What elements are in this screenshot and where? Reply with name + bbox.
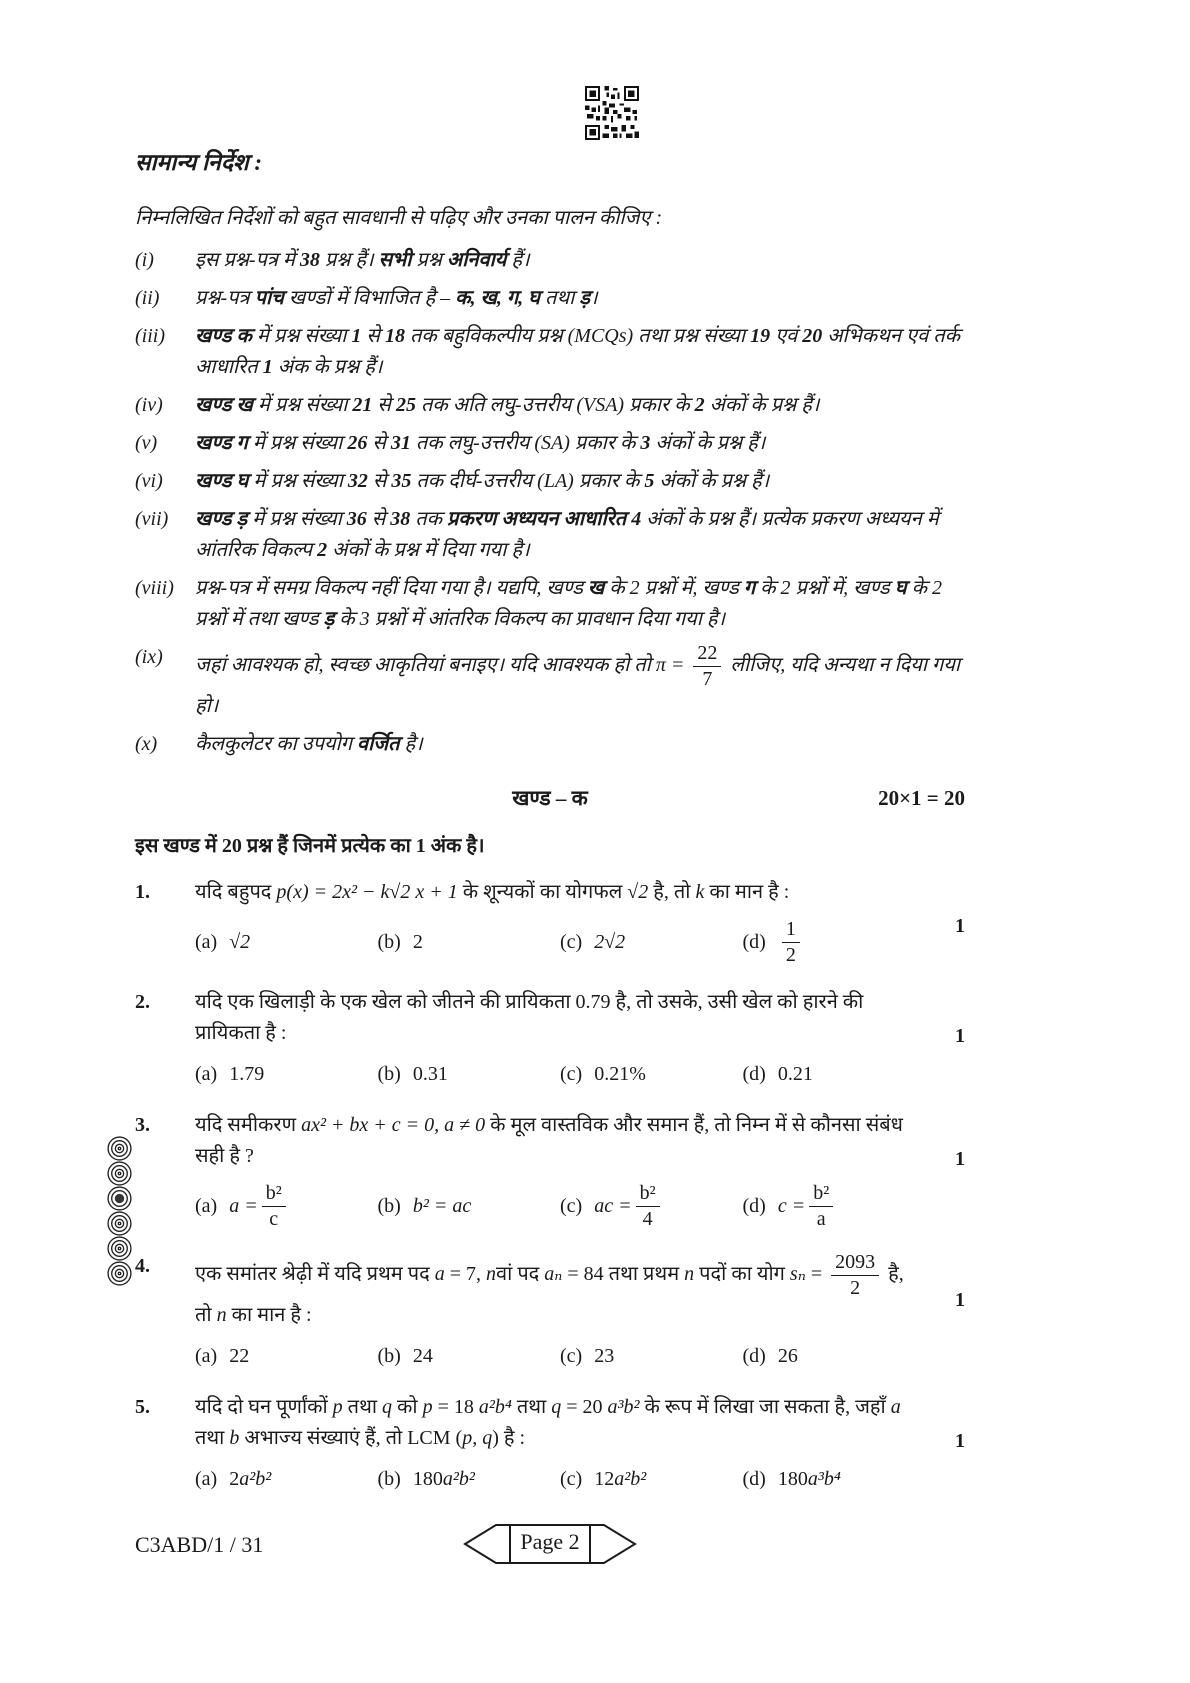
- option-value: a = $\frac{\text{b²}}{c}$: [229, 1182, 290, 1231]
- general-instructions-title: सामान्य निर्देश :: [135, 150, 263, 175]
- spiral-icon-filled: [106, 1185, 133, 1212]
- question-item: [135, 1110, 965, 1231]
- option-value: 2√2: [594, 931, 626, 954]
- option-label: (a): [195, 931, 218, 954]
- option-value: 2: [412, 931, 423, 954]
- option-label: (c): [560, 1195, 583, 1218]
- page-number-badge: [462, 1521, 638, 1567]
- instruction-label: (v): [135, 432, 158, 454]
- option-label: (c): [560, 1468, 583, 1491]
- option-value: 180 a³b⁴: [777, 1468, 841, 1491]
- instruction-label: (x): [135, 733, 158, 755]
- option-item: [195, 1464, 378, 1495]
- spiral-icon: [106, 1160, 133, 1187]
- instruction-label: (i): [135, 249, 154, 271]
- option-item: [378, 1341, 561, 1372]
- instruction-text: कैलकुलेटर का उपयोग वर्जित है।: [195, 733, 423, 755]
- question-number: 1.: [135, 881, 150, 904]
- option-label: (b): [377, 1468, 401, 1491]
- option-label: (b): [377, 1345, 401, 1368]
- option-value: 24: [412, 1345, 433, 1368]
- instruction-text: खण्ड ड़ में प्रश्न संख्या 36 से 38 तक प्रकरण अध्ययन आधारित 4 अंकों के प्रश्न हैं। प्रत्येक प्रकरण अध्ययन में आंतरिक विकल्प 2 अंकों के प्रश्न में दिया गया है।: [195, 508, 939, 561]
- instruction-item: [135, 390, 965, 421]
- page-footer: [135, 1521, 965, 1571]
- instruction-label: (vi): [135, 470, 163, 492]
- instruction-item: [135, 283, 965, 314]
- option-label: (c): [560, 931, 583, 954]
- spiral-icon: [106, 1210, 133, 1237]
- option-item: [743, 1464, 926, 1495]
- question-statement: यदि एक खिलाड़ी के एक खेल को जीतने की प्रायिकता 0.79 है, तो उसके, उसी खेल को हारने की प्रायिकता है :: [195, 991, 864, 1045]
- option-value: 22: [229, 1345, 250, 1368]
- question-body: [195, 1251, 937, 1372]
- instruction-item: [135, 642, 965, 722]
- option-value: 180 a²b²: [412, 1468, 475, 1491]
- option-item: [378, 1464, 561, 1495]
- section-header: [135, 784, 965, 813]
- general-instructions-intro: निम्नलिखित निर्देशों को बहुत सावधानी से पढ़िए और उनका पालन कीजिए :: [135, 207, 663, 229]
- instruction-text: खण्ड ख में प्रश्न संख्या 21 से 25 तक अति लघु-उत्तरीय (VSA) प्रकार के 2 अंकों के प्रश्न हैं।: [195, 394, 820, 416]
- instruction-text: खण्ड घ में प्रश्न संख्या 32 से 35 तक दीर्घ-उत्तरीय (LA) प्रकार के 5 अंकों के प्रश्न हैं।: [195, 470, 770, 492]
- option-item: [378, 1191, 561, 1222]
- option-item: [195, 927, 378, 958]
- question-statement: यदि दो घन पूर्णांकों p तथा q को p = 18 a²b⁴ तथा q = 20 a³b² के रूप में लिखा जा सकता है, जहाँ a तथा b अभाज्य संख्याएं हैं, तो LCM (p, q) है :: [195, 1396, 901, 1450]
- option-item: [195, 1341, 378, 1372]
- instruction-text: इस प्रश्न-पत्र में 38 प्रश्न हैं। सभी प्रश्न अनिवार्य हैं।: [195, 249, 530, 271]
- instruction-item: [135, 466, 965, 497]
- option-value: $\frac{1}{2}$: [778, 918, 804, 967]
- question-item: [135, 987, 965, 1090]
- option-label: (d): [742, 1063, 766, 1086]
- instruction-item: [135, 321, 965, 383]
- option-value: 26: [777, 1345, 798, 1368]
- instruction-label: (viii): [135, 577, 174, 599]
- instruction-text: प्रश्न-पत्र पांच खण्डों में विभाजित है – क, ख, ग, घ तथा ड़।: [195, 287, 598, 309]
- paper-code: C3ABD/1 / 31: [135, 1532, 264, 1558]
- question-item: [135, 877, 965, 967]
- instruction-item: [135, 729, 965, 760]
- question-marks: 1: [955, 1025, 965, 1048]
- option-item: [743, 1059, 926, 1090]
- question-marks: 1: [955, 1148, 965, 1171]
- instruction-label: (ix): [135, 646, 163, 668]
- option-label: (c): [560, 1063, 583, 1086]
- option-label: (d): [742, 1195, 766, 1218]
- question-body: [195, 1110, 937, 1231]
- question-body: [195, 1392, 937, 1495]
- option-label: (c): [560, 1345, 583, 1368]
- question-options: [195, 1182, 925, 1231]
- option-value: 1.79: [229, 1063, 265, 1086]
- option-value: 23: [594, 1345, 615, 1368]
- option-item: [743, 1182, 926, 1231]
- option-label: (b): [377, 931, 401, 954]
- instruction-item: [135, 428, 965, 459]
- section-title: खण्ड – क: [512, 786, 588, 810]
- option-value: 0.31: [412, 1063, 448, 1086]
- option-label: (a): [195, 1468, 218, 1491]
- section-note: इस खण्ड में 20 प्रश्न हैं जिनमें प्रत्येक का 1 अंक है।: [135, 835, 485, 858]
- option-value: √2: [229, 931, 251, 954]
- option-item: [560, 1341, 743, 1372]
- option-item: [195, 1059, 378, 1090]
- instruction-label: (ii): [135, 287, 160, 309]
- option-value: 12 a²b²: [594, 1468, 647, 1491]
- option-label: (d): [742, 1345, 766, 1368]
- option-label: (a): [195, 1345, 218, 1368]
- option-value: 2 a²b²: [229, 1468, 272, 1491]
- option-item: [560, 1464, 743, 1495]
- option-item: [560, 927, 743, 958]
- instruction-text: जहां आवश्यक हो, स्वच्छ आकृतियां बनाइए। यदि आवश्यक हो तो π = $\frac{22}{7}$ लीजिए, यदि अन्यथा न दिया गया हो।: [195, 642, 961, 717]
- option-value: 0.21: [777, 1063, 813, 1086]
- option-item: [195, 1182, 378, 1231]
- option-item: [378, 1059, 561, 1090]
- question-options: [195, 1464, 925, 1495]
- question-number: 2.: [135, 991, 150, 1014]
- question-options: [195, 918, 925, 967]
- option-label: (d): [742, 1468, 766, 1491]
- option-value: c = $\frac{\text{b²}}{a}$: [778, 1182, 837, 1231]
- question-number: 3.: [135, 1114, 150, 1137]
- instruction-item: [135, 245, 965, 276]
- section-marks-scheme: 20×1 = 20: [878, 786, 965, 810]
- page-content: [135, 145, 965, 1571]
- question-item: [135, 1392, 965, 1495]
- option-item: [560, 1059, 743, 1090]
- question-statement: एक समांतर श्रेढ़ी में यदि प्रथम पद a = 7, nवां पद aₙ = 84 तथा प्रथम n पदों का योग sₙ = $\frac{2093}{2}$ है, तो n का मान है :: [195, 1251, 904, 1327]
- question-statement: यदि समीकरण ax² + bx + c = 0, a ≠ 0 के मूल वास्तविक और समान हैं, तो निम्न में से कौनसा संबंध सही है ?: [195, 1114, 903, 1168]
- option-item: [743, 1341, 926, 1372]
- option-item: [560, 1182, 743, 1231]
- option-label: (a): [195, 1063, 218, 1086]
- instruction-label: (iv): [135, 394, 163, 416]
- option-item: [743, 918, 926, 967]
- instruction-item: [135, 573, 965, 635]
- spiral-icon: [106, 1235, 133, 1262]
- questions-list: [135, 877, 965, 1495]
- instruction-item: [135, 504, 965, 566]
- option-label: (a): [195, 1195, 218, 1218]
- instruction-text: खण्ड ग में प्रश्न संख्या 26 से 31 तक लघु-उत्तरीय (SA) प्रकार के 3 अंकों के प्रश्न हैं।: [195, 432, 766, 454]
- spiral-icon: [106, 1135, 133, 1162]
- instruction-label: (iii): [135, 325, 165, 347]
- question-marks: 1: [955, 1430, 965, 1453]
- question-body: [195, 987, 937, 1090]
- question-options: [195, 1341, 925, 1372]
- question-statement: यदि बहुपद p(x) = 2x² − k√2 x + 1 के शून्यकों का योगफल √2 है, तो k का मान है :: [195, 881, 790, 904]
- question-body: [195, 877, 937, 967]
- instruction-text: प्रश्न-पत्र में समग्र विकल्प नहीं दिया गया है। यद्यपि, खण्ड ख के 2 प्रश्नों में, खण्ड ग के 2 प्रश्नों में, खण्ड घ के 2 प्रश्नों में तथा खण्ड ड़ के 3 प्रश्नों में आंतरिक विकल्प का प्रावधान दिया गया है।: [195, 577, 942, 630]
- general-instructions-list: [135, 245, 965, 760]
- option-value: ac = $\frac{\text{b²}}{4}$: [594, 1182, 663, 1231]
- option-label: (b): [377, 1195, 401, 1218]
- spiral-watermark: [106, 1136, 133, 1286]
- page-label: Page 2: [520, 1529, 580, 1555]
- question-number: 5.: [135, 1396, 150, 1419]
- qr-code-icon: [585, 86, 639, 140]
- question-marks: 1: [955, 1289, 965, 1312]
- question-marks: 1: [955, 915, 965, 938]
- question-number: 4.: [135, 1255, 150, 1278]
- question-options: [195, 1059, 925, 1090]
- instruction-label: (vii): [135, 508, 169, 530]
- instruction-text: खण्ड क में प्रश्न संख्या 1 से 18 तक बहुविकल्पीय प्रश्न (MCQs) तथा प्रश्न संख्या 19 एवं 20 अभिकथन एवं तर्क आधारित 1 अंक के प्रश्न हैं।: [195, 325, 960, 378]
- option-value: b² = ac: [412, 1195, 472, 1218]
- spiral-icon: [106, 1260, 133, 1287]
- option-item: [378, 927, 561, 958]
- option-label: (b): [377, 1063, 401, 1086]
- question-item: [135, 1251, 965, 1372]
- option-value: 0.21%: [594, 1063, 646, 1086]
- option-label: (d): [742, 931, 766, 954]
